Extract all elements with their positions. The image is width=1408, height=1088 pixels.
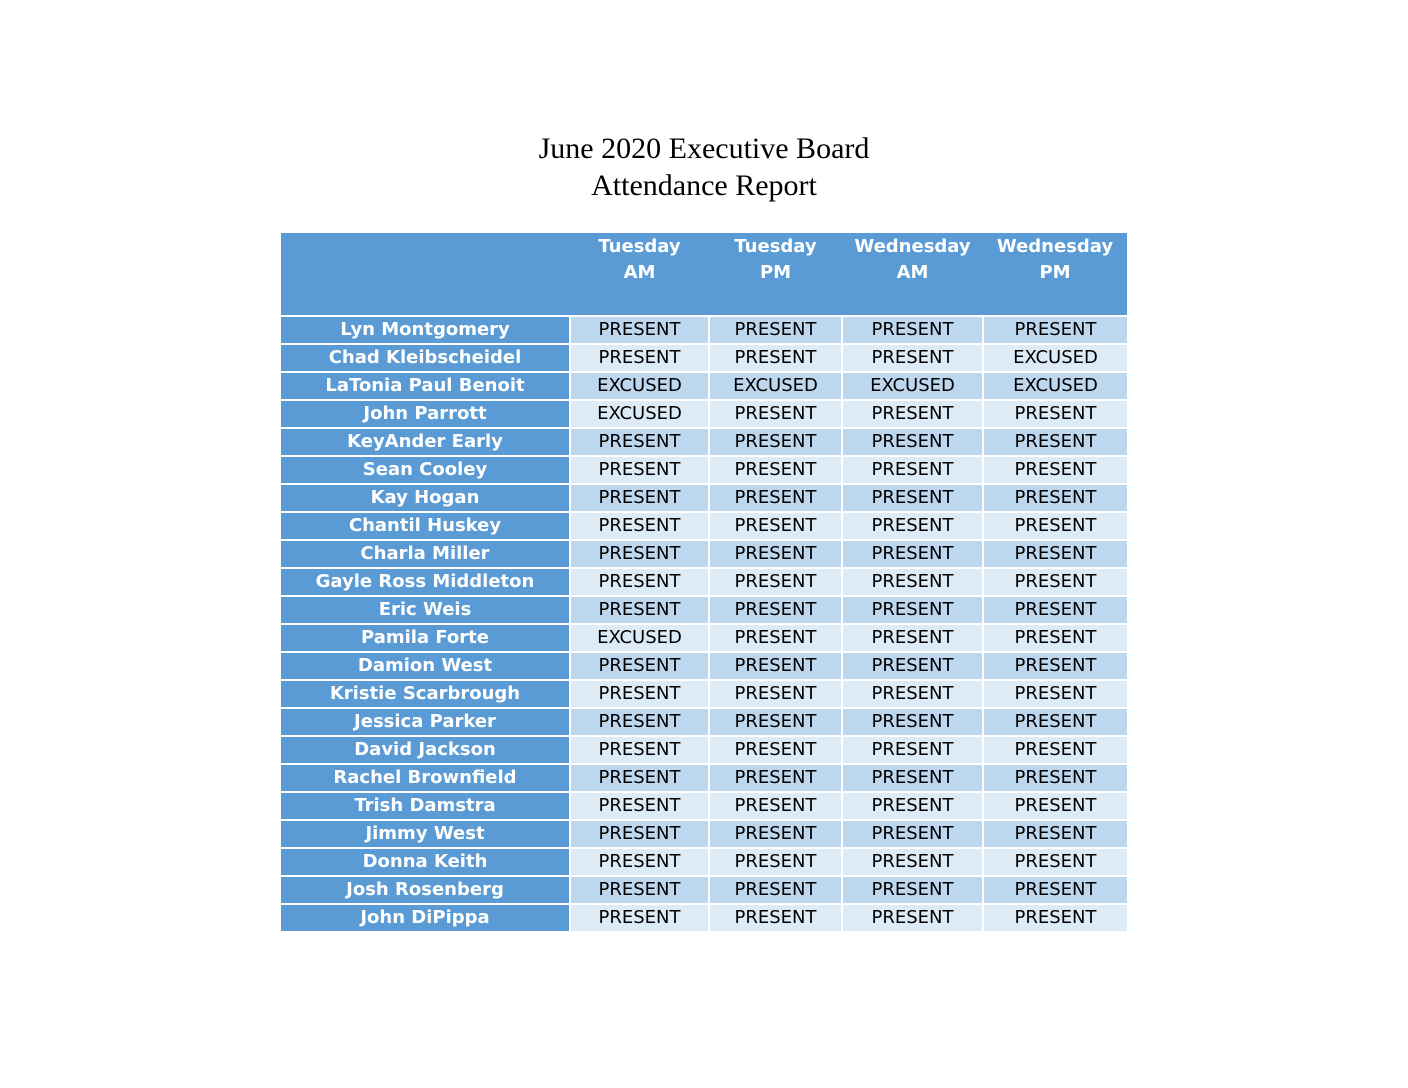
attendance-status: PRESENT <box>842 708 983 736</box>
attendance-status: PRESENT <box>570 820 709 848</box>
attendance-status: PRESENT <box>709 484 842 512</box>
table-row <box>281 848 1127 876</box>
attendance-status: PRESENT <box>709 708 842 736</box>
member-name: Charla Miller <box>281 540 570 568</box>
attendance-status: PRESENT <box>983 876 1127 904</box>
attendance-status: PRESENT <box>842 680 983 708</box>
member-name: Gayle Ross Middleton <box>281 568 570 596</box>
attendance-status: PRESENT <box>842 344 983 372</box>
attendance-status: PRESENT <box>983 652 1127 680</box>
attendance-status: PRESENT <box>709 848 842 876</box>
attendance-status: PRESENT <box>842 456 983 484</box>
attendance-status: PRESENT <box>842 316 983 344</box>
attendance-status: EXCUSED <box>570 400 709 428</box>
title-line-2: Attendance Report <box>591 169 817 202</box>
table-row <box>281 316 1127 344</box>
table-row <box>281 344 1127 372</box>
attendance-status: PRESENT <box>570 596 709 624</box>
table-row <box>281 904 1127 931</box>
header-wednesday-pm <box>983 233 1127 316</box>
attendance-status: PRESENT <box>842 400 983 428</box>
attendance-status: EXCUSED <box>842 372 983 400</box>
table-row <box>281 652 1127 680</box>
attendance-status: PRESENT <box>983 624 1127 652</box>
header-period: PM <box>759 262 792 283</box>
member-name: KeyAnder Early <box>281 428 570 456</box>
attendance-status: PRESENT <box>709 316 842 344</box>
attendance-status: PRESENT <box>842 512 983 540</box>
attendance-status: PRESENT <box>983 512 1127 540</box>
table-row <box>281 820 1127 848</box>
attendance-status: PRESENT <box>570 484 709 512</box>
attendance-status: PRESENT <box>570 540 709 568</box>
attendance-status: PRESENT <box>983 708 1127 736</box>
attendance-status: PRESENT <box>570 708 709 736</box>
member-name: Kristie Scarbrough <box>281 680 570 708</box>
attendance-status: PRESENT <box>709 624 842 652</box>
attendance-status: PRESENT <box>983 596 1127 624</box>
attendance-status: PRESENT <box>709 680 842 708</box>
table-row <box>281 792 1127 820</box>
attendance-status: PRESENT <box>842 848 983 876</box>
attendance-status: PRESENT <box>983 456 1127 484</box>
attendance-status: PRESENT <box>570 736 709 764</box>
member-name: Chad Kleibscheidel <box>281 344 570 372</box>
attendance-status: PRESENT <box>570 512 709 540</box>
header-day: Wednesday <box>996 236 1114 257</box>
attendance-status: PRESENT <box>842 652 983 680</box>
attendance-status: PRESENT <box>570 848 709 876</box>
attendance-status: PRESENT <box>570 876 709 904</box>
attendance-status: PRESENT <box>842 596 983 624</box>
attendance-status: PRESENT <box>709 512 842 540</box>
header-period: AM <box>896 262 929 283</box>
header-wednesday-am <box>842 233 983 316</box>
table-row <box>281 596 1127 624</box>
attendance-status: PRESENT <box>709 596 842 624</box>
attendance-status: PRESENT <box>842 428 983 456</box>
attendance-status: PRESENT <box>983 400 1127 428</box>
attendance-status: PRESENT <box>983 540 1127 568</box>
header-tuesday-pm <box>709 233 842 316</box>
table-row <box>281 400 1127 428</box>
attendance-table <box>281 233 1127 931</box>
attendance-status: PRESENT <box>842 904 983 931</box>
attendance-status: PRESENT <box>570 792 709 820</box>
table-row <box>281 568 1127 596</box>
attendance-status: PRESENT <box>709 540 842 568</box>
title-line-1: June 2020 Executive Board <box>538 132 870 165</box>
attendance-status: PRESENT <box>983 316 1127 344</box>
table-row <box>281 680 1127 708</box>
attendance-status: PRESENT <box>709 904 842 931</box>
attendance-status: PRESENT <box>983 680 1127 708</box>
header-day: Wednesday <box>854 236 971 257</box>
table-row <box>281 764 1127 792</box>
attendance-status: PRESENT <box>709 876 842 904</box>
attendance-status: PRESENT <box>570 456 709 484</box>
table-row <box>281 512 1127 540</box>
attendance-status: PRESENT <box>842 540 983 568</box>
attendance-status: EXCUSED <box>570 372 709 400</box>
attendance-status: EXCUSED <box>983 372 1127 400</box>
header-day: Tuesday <box>734 236 817 257</box>
page-title <box>0 130 1408 204</box>
attendance-status: PRESENT <box>983 792 1127 820</box>
attendance-status: PRESENT <box>570 680 709 708</box>
attendance-status: PRESENT <box>709 736 842 764</box>
member-name: Trish Damstra <box>281 792 570 820</box>
attendance-status: PRESENT <box>842 820 983 848</box>
attendance-status: PRESENT <box>709 400 842 428</box>
attendance-status: PRESENT <box>709 764 842 792</box>
member-name: Eric Weis <box>281 596 570 624</box>
table-row <box>281 624 1127 652</box>
attendance-status: PRESENT <box>983 568 1127 596</box>
attendance-status: PRESENT <box>709 428 842 456</box>
attendance-status: PRESENT <box>570 344 709 372</box>
attendance-status: EXCUSED <box>570 624 709 652</box>
attendance-status: PRESENT <box>709 792 842 820</box>
member-name: David Jackson <box>281 736 570 764</box>
member-name: John DiPippa <box>281 904 570 931</box>
attendance-status: PRESENT <box>709 344 842 372</box>
attendance-status: PRESENT <box>842 484 983 512</box>
header-day: Tuesday <box>598 236 681 257</box>
member-name: Damion West <box>281 652 570 680</box>
attendance-status: PRESENT <box>570 652 709 680</box>
table-row <box>281 540 1127 568</box>
attendance-status: PRESENT <box>983 428 1127 456</box>
member-name: Kay Hogan <box>281 484 570 512</box>
attendance-table-body <box>281 316 1127 931</box>
header-period: AM <box>623 262 656 283</box>
header-period: PM <box>1039 262 1071 283</box>
member-name: Jimmy West <box>281 820 570 848</box>
attendance-status: PRESENT <box>983 820 1127 848</box>
attendance-status: PRESENT <box>570 316 709 344</box>
attendance-status: PRESENT <box>570 428 709 456</box>
attendance-status: PRESENT <box>983 848 1127 876</box>
attendance-status: PRESENT <box>709 652 842 680</box>
member-name: Rachel Brownfield <box>281 764 570 792</box>
member-name: LaTonia Paul Benoit <box>281 372 570 400</box>
attendance-status: PRESENT <box>983 904 1127 931</box>
attendance-status: PRESENT <box>709 456 842 484</box>
member-name: Lyn Montgomery <box>281 316 570 344</box>
attendance-status: EXCUSED <box>983 344 1127 372</box>
table-row <box>281 456 1127 484</box>
table-row <box>281 428 1127 456</box>
member-name: Chantil Huskey <box>281 512 570 540</box>
member-name: Donna Keith <box>281 848 570 876</box>
member-name: Josh Rosenberg <box>281 876 570 904</box>
attendance-status: PRESENT <box>842 876 983 904</box>
attendance-status: PRESENT <box>709 568 842 596</box>
header-name-column <box>281 233 570 316</box>
attendance-status: PRESENT <box>570 764 709 792</box>
attendance-status: PRESENT <box>570 568 709 596</box>
attendance-status: PRESENT <box>570 904 709 931</box>
attendance-status: PRESENT <box>983 736 1127 764</box>
attendance-status: PRESENT <box>709 820 842 848</box>
attendance-status: PRESENT <box>842 792 983 820</box>
table-row <box>281 708 1127 736</box>
attendance-status: PRESENT <box>983 764 1127 792</box>
table-row <box>281 876 1127 904</box>
table-row <box>281 736 1127 764</box>
attendance-status: EXCUSED <box>709 372 842 400</box>
table-row <box>281 484 1127 512</box>
attendance-status: PRESENT <box>842 736 983 764</box>
member-name: Sean Cooley <box>281 456 570 484</box>
attendance-status: PRESENT <box>842 624 983 652</box>
member-name: John Parrott <box>281 400 570 428</box>
member-name: Pamila Forte <box>281 624 570 652</box>
attendance-status: PRESENT <box>983 484 1127 512</box>
attendance-status: PRESENT <box>842 764 983 792</box>
table-header-row <box>281 233 1127 316</box>
attendance-status: PRESENT <box>842 568 983 596</box>
member-name: Jessica Parker <box>281 708 570 736</box>
header-tuesday-am <box>570 233 709 316</box>
table-row <box>281 372 1127 400</box>
